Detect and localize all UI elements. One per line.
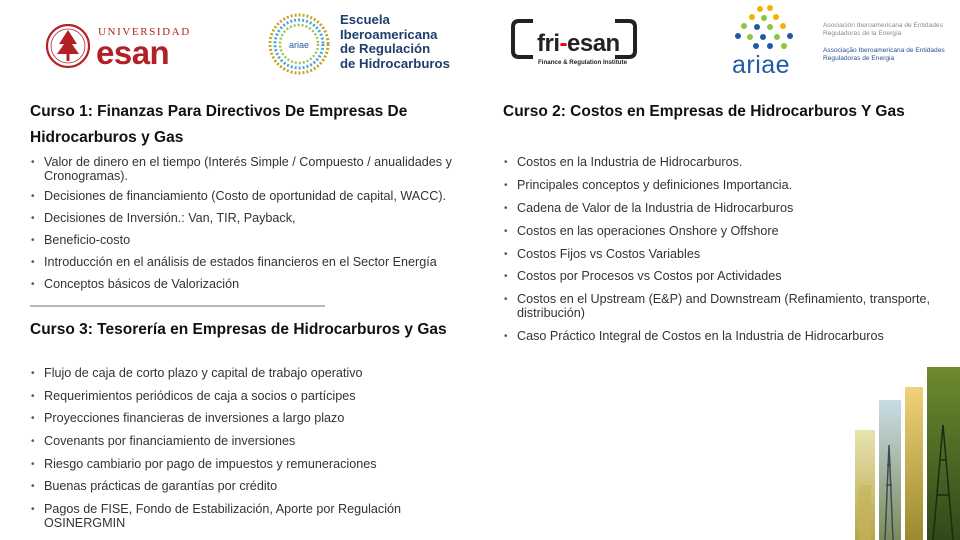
list-item: • Cadena de Valor de la Industria de Hidrocarburos — [503, 202, 943, 216]
fri-part: fri — [537, 30, 560, 57]
ariae-wordmark: ariae — [732, 51, 791, 79]
list-item: • Covenants por financiamiento de inversiones — [30, 435, 480, 449]
ariae-tagline-pt: Associação Iberoamericana de Entidades Reguladoras de Energia — [823, 47, 945, 62]
list-item: • Decisiones de Inversión.: Van, TIR, Payback, — [30, 212, 500, 226]
list-item: • Costos en la Industria de Hidrocarburos. — [503, 156, 943, 170]
ariae-tagline-es: Asociación Iberoamericana de Entidades Reguladoras de la Energía — [823, 22, 943, 37]
esan-wordmark: esan — [96, 34, 170, 71]
fri-subtitle: Finance & Regulation Institute — [538, 59, 628, 66]
escuela-name — [340, 13, 450, 71]
fri-dash: - — [559, 30, 567, 57]
list-item: • Pagos de FISE, Fondo de Estabilización, Aporte por Regulación OSINERGMIN — [30, 503, 480, 530]
escuela-iberoamericana-logo — [268, 12, 468, 76]
university-label: UNIVERSIDAD — [98, 26, 191, 38]
list-item: • Caso Práctico Integral de Costos en la Industria de Hidrocarburos — [503, 330, 943, 344]
list-item: • Costos Fijos vs Costos Variables — [503, 248, 943, 262]
list-item: • Costos en las operaciones Onshore y Offshore — [503, 225, 943, 239]
course3-title: Curso 3: Tesorería en Empresas de Hidrocarburos y Gas — [30, 321, 447, 338]
list-item: • Decisiones de financiamiento (Costo de oportunidad de capital, WACC). — [30, 190, 500, 204]
industrial-photo-strips — [855, 365, 960, 540]
dot-cluster-icon — [730, 5, 810, 53]
list-item: • Introducción en el análisis de estados financieros en el Sector Energía — [30, 256, 500, 270]
list-item: • Proyecciones financieras de inversiones a largo plazo — [30, 412, 480, 426]
list-item: • Beneficio-costo — [30, 234, 500, 248]
photo-strip — [927, 367, 960, 540]
course2-title: Curso 2: Costos en Empresas de Hidrocarburos Y Gas — [503, 103, 905, 120]
escuela-line: Escuela — [340, 12, 390, 27]
list-item: • Flujo de caja de corto plazo y capital de trabajo operativo — [30, 367, 480, 381]
list-item: • Riesgo cambiario por pago de impuestos y remuneraciones — [30, 458, 480, 472]
course1-title: Curso 1: Finanzas Para Directivos De Empresas De Hidrocarburos y Gas — [30, 103, 408, 146]
fri-esan-logo — [511, 17, 641, 69]
escuela-line: de Regulación — [340, 41, 431, 57]
list-item: • Buenas prácticas de garantías por crédito — [30, 480, 480, 494]
sunburst-seal-icon — [268, 13, 330, 75]
list-item: • Costos en el Upstream (E&P) and Downstream (Refinamiento, transporte, distribución) — [503, 293, 943, 320]
esan-part: esan — [567, 30, 620, 57]
escuela-line: de Hidrocarburos — [340, 55, 450, 71]
seal-label: ariae — [288, 40, 310, 50]
list-item: • Conceptos básicos de Valorización — [30, 278, 500, 292]
list-item: • Valor de dinero en el tiempo (Interés Simple / Compuesto / anualidades y Cronogramas). — [30, 156, 500, 183]
list-item: • Costos por Procesos vs Costos por Actividades — [503, 270, 943, 284]
course2-list — [503, 156, 943, 353]
course3-list — [30, 367, 480, 539]
fri-esan-wordmark — [537, 30, 620, 58]
photo-strip — [905, 387, 923, 540]
course1-list — [30, 156, 500, 300]
escuela-line: Iberoamericana — [340, 26, 438, 42]
list-item: • Principales conceptos y definiciones Importancia. — [503, 179, 943, 193]
esan-logo — [46, 22, 191, 70]
tree-emblem-icon — [46, 22, 90, 70]
ariae-logo — [730, 5, 955, 77]
list-item: • Requerimientos periódicos de caja a socios o partícipes — [30, 390, 480, 404]
section-divider — [30, 305, 325, 307]
